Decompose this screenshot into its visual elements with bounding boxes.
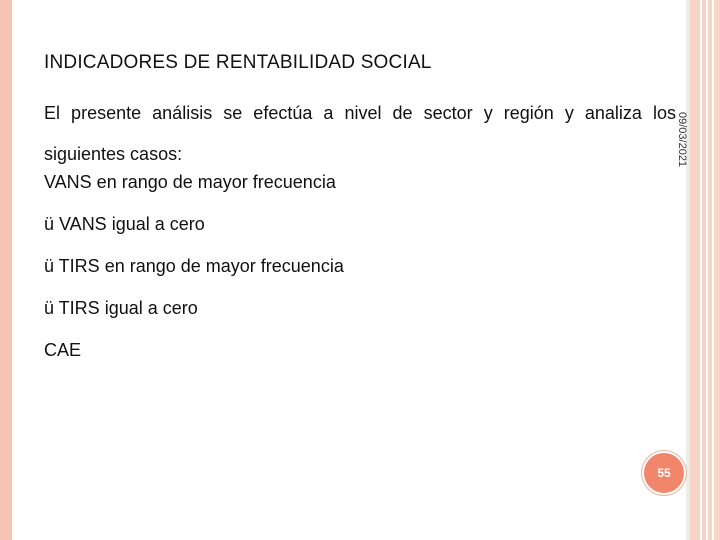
right-frame-stripe — [712, 0, 714, 540]
left-frame-border — [0, 0, 12, 540]
list-item: VANS en rango de mayor frecuencia — [44, 172, 336, 192]
list-item: ü TIRS igual a cero — [44, 298, 198, 318]
slide-date-text: 09/03/2021 — [676, 112, 688, 168]
slide-content-shadow — [686, 0, 690, 540]
slide-date — [676, 112, 688, 176]
list-item: ü VANS igual a cero — [44, 214, 205, 234]
slide-title: INDICADORES DE RENTABILIDAD SOCIAL — [44, 52, 432, 73]
right-frame-stripe — [700, 0, 702, 540]
list-item: ü TIRS en rango de mayor frecuencia — [44, 256, 344, 276]
page-number-badge: 55 — [642, 451, 686, 495]
right-frame-stripe — [706, 0, 708, 540]
intro-paragraph: El presente análisis se efectúa a nivel de sector y región y analiza los siguientes casos: — [44, 103, 676, 164]
list-item: CAE — [44, 340, 82, 360]
right-frame-border — [690, 0, 720, 540]
